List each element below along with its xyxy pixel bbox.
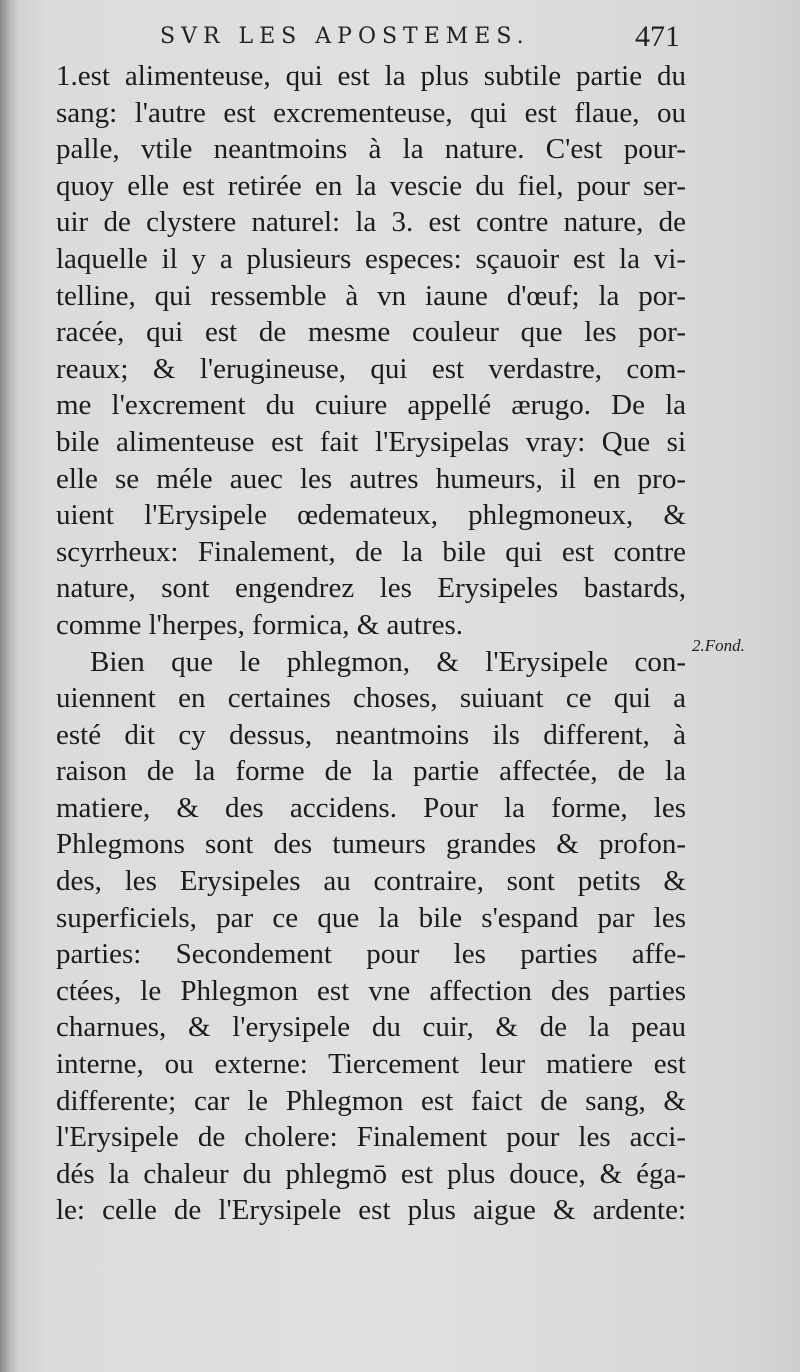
text-line: parties: Secondement pour les parties affe- <box>56 938 686 971</box>
text-line: reaux; & l'erugineuse, qui est verdastre, com- <box>56 352 686 385</box>
text-line: quoy elle est retirée en la vescie du fiel, pour ser- <box>56 169 686 202</box>
text-line: superficiels, par ce que la bile s'espand par les <box>56 901 686 934</box>
page-header <box>160 20 680 60</box>
text-line: uir de clystere naturel: la 3. est contre nature, de <box>56 206 686 239</box>
text-line: des, les Erysipeles au contraire, sont petits & <box>56 865 686 898</box>
text-line: laquelle il y a plusieurs especes: sçauoir est la vi- <box>56 242 686 275</box>
text-line: charnues, & l'erysipele du cuir, & de la peau <box>56 1011 686 1044</box>
text-line: bile alimenteuse est fait l'Erysipelas vray: Que si <box>56 425 686 458</box>
text-line: me l'excrement du cuiure appellé ærugo. De la <box>56 389 686 422</box>
margin-note: 2.Fond. <box>692 636 745 655</box>
text-line: palle, vtile neantmoins à la nature. C'est pour- <box>56 133 686 166</box>
text-line: sang: l'autre est excrementeuse, qui est flaue, ou <box>56 96 686 129</box>
text-line: matiere, & des accidens. Pour la forme, les <box>56 791 686 824</box>
text-line: ctées, le Phlegmon est vne affection des parties <box>56 974 686 1007</box>
text-line: Phlegmons sont des tumeurs grandes & profon- <box>56 828 686 861</box>
text-line: telline, qui ressemble à vn iaune d'œuf; la por- <box>56 279 686 312</box>
running-head: SVR LES APOSTEMES. <box>160 24 530 49</box>
text-line: racée, qui est de mesme couleur que les por- <box>56 316 686 349</box>
page-number: 471 <box>635 20 680 53</box>
text-line: le: celle de l'Erysipele est plus aigue & ardente: <box>56 1194 686 1227</box>
text-line: l'Erysipele de cholere: Finalement pour les acci- <box>56 1121 686 1154</box>
body-text <box>56 58 686 1229</box>
text-line: nature, sont engendrez les Erysipeles bastards, <box>56 572 686 605</box>
text-line: comme l'herpes, formica, & autres. <box>56 608 464 641</box>
text-line: elle se méle auec les autres humeurs, il en pro- <box>56 462 686 495</box>
text-line: uiennent en certaines choses, suiuant ce qui a <box>56 682 686 715</box>
text-line: scyrrheux: Finalement, de la bile qui est contre <box>56 535 686 568</box>
text-line: interne, ou externe: Tiercement leur matiere est <box>56 1048 686 1081</box>
text-line: raison de la forme de la partie affectée, de la <box>56 755 686 788</box>
text-line: uient l'Erysipele œdemateux, phlegmoneux, & <box>56 499 686 532</box>
gutter-shadow <box>0 0 18 1372</box>
text-line: dés la chaleur du phlegmō est plus douce, & éga- <box>56 1157 686 1190</box>
text-line: esté dit cy dessus, neantmoins ils different, à <box>56 718 686 751</box>
text-line: differente; car le Phlegmon est faict de sang, & <box>56 1084 686 1117</box>
text-line: 1.est alimenteuse, qui est la plus subtile partie du <box>56 60 686 92</box>
text-line: Bien que le phlegmon, & l'Erysipele con- <box>90 645 686 678</box>
